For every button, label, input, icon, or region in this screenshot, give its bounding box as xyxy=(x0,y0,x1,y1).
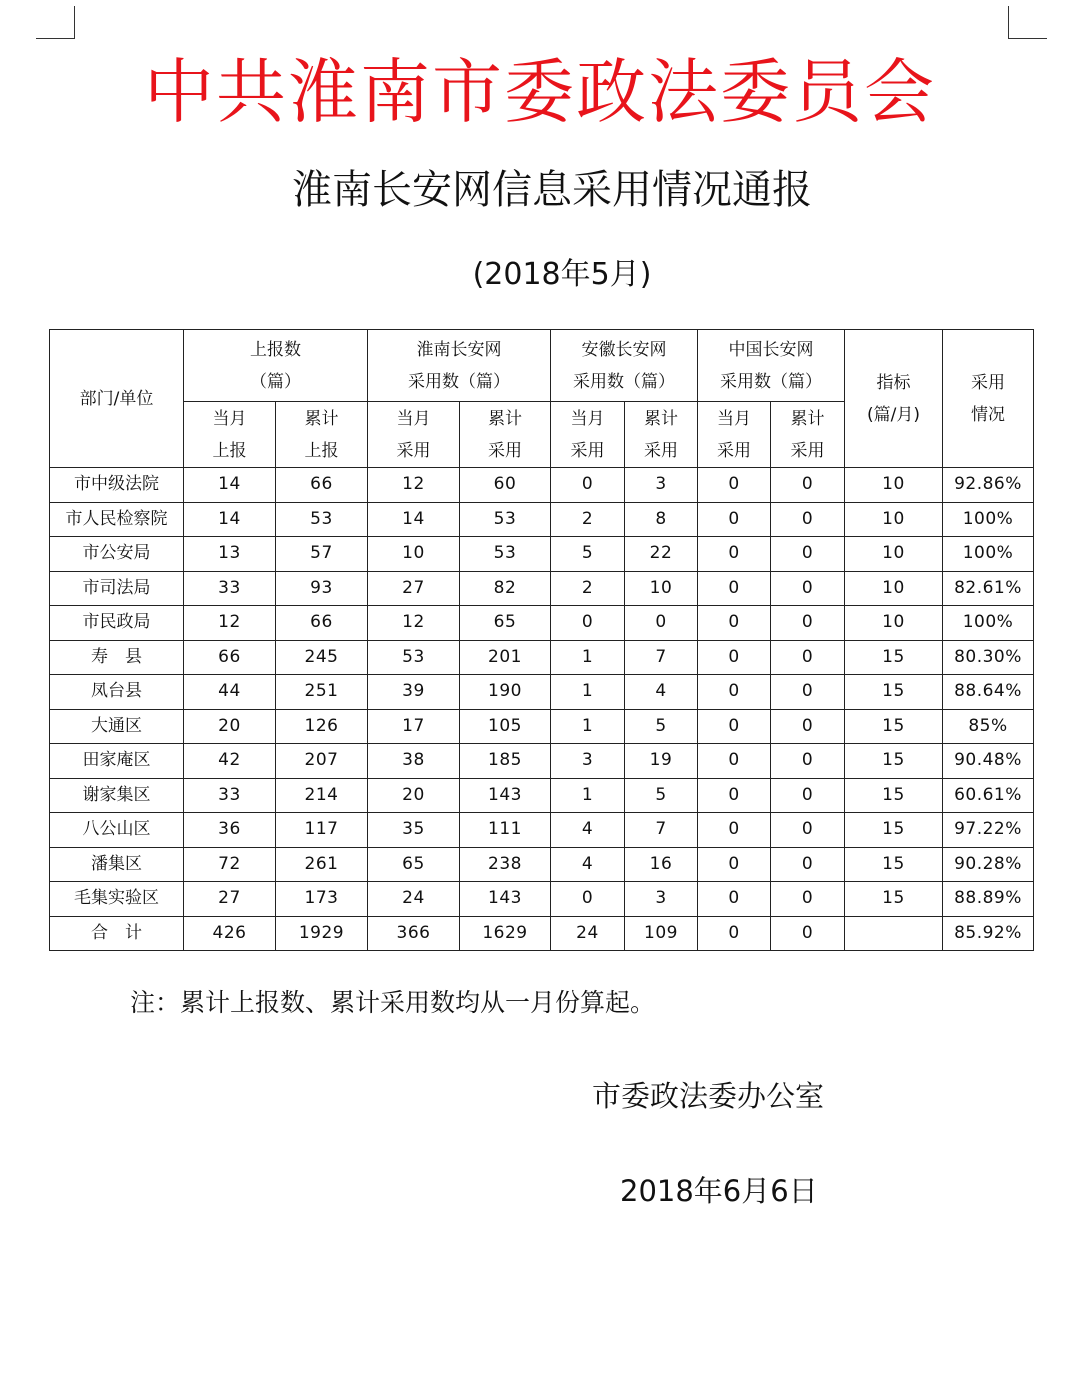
value-cell: 57 xyxy=(276,537,368,572)
value-cell: 42 xyxy=(184,744,276,779)
header-target-label: 指标 xyxy=(876,372,911,393)
header-group-unit: （篇） xyxy=(250,371,301,392)
value-cell: 4 xyxy=(625,675,698,710)
value-cell: 173 xyxy=(276,882,368,917)
rate-cell: 100% xyxy=(943,537,1034,572)
value-cell: 0 xyxy=(771,847,845,882)
value-cell: 0 xyxy=(698,744,771,779)
value-cell: 109 xyxy=(625,916,698,951)
rate-cell: 85% xyxy=(943,709,1034,744)
value-cell: 72 xyxy=(184,847,276,882)
header-group-label: 中国长安网 xyxy=(728,339,814,360)
value-cell: 20 xyxy=(184,709,276,744)
value-cell: 0 xyxy=(698,537,771,572)
target-cell: 15 xyxy=(845,675,943,710)
table-row xyxy=(50,882,1034,917)
header-group-unit: 采用数（篇） xyxy=(720,371,822,392)
value-cell: 366 xyxy=(368,916,460,951)
value-cell: 201 xyxy=(460,640,551,675)
value-cell: 24 xyxy=(551,916,625,951)
target-cell: 15 xyxy=(845,882,943,917)
unit-name-cell: 八公山区 xyxy=(50,813,184,848)
rate-cell: 88.64% xyxy=(943,675,1034,710)
footnote: 注：累计上报数、累计采用数均从一月份算起。 xyxy=(130,988,656,1017)
header-rate-label-2: 情况 xyxy=(971,404,1005,425)
value-cell: 4 xyxy=(551,813,625,848)
table-row xyxy=(50,813,1034,848)
value-cell: 10 xyxy=(368,537,460,572)
header-group-anhui xyxy=(551,330,698,402)
value-cell: 38 xyxy=(368,744,460,779)
value-cell: 1 xyxy=(551,778,625,813)
value-cell: 1 xyxy=(551,675,625,710)
document-title: 淮南长安网信息采用情况通报 xyxy=(292,167,812,213)
crop-mark-top-left xyxy=(36,6,75,39)
value-cell: 19 xyxy=(625,744,698,779)
rate-cell: 92.86% xyxy=(943,468,1034,503)
crop-mark-top-right xyxy=(1008,6,1047,39)
value-cell: 66 xyxy=(184,640,276,675)
value-cell: 14 xyxy=(368,502,460,537)
value-cell: 0 xyxy=(771,537,845,572)
header-sub-anhui-total: 累计 采用 xyxy=(625,402,698,468)
value-cell: 214 xyxy=(276,778,368,813)
unit-name-cell: 谢家集区 xyxy=(50,778,184,813)
header-group-china xyxy=(698,330,845,402)
document-period: (2018年5月) xyxy=(472,257,652,292)
table-row xyxy=(50,744,1034,779)
header-target-unit: (篇/月) xyxy=(867,404,920,425)
value-cell: 0 xyxy=(551,606,625,641)
value-cell: 10 xyxy=(625,571,698,606)
adoption-report-table xyxy=(49,329,1034,951)
value-cell: 27 xyxy=(184,882,276,917)
value-cell: 1 xyxy=(551,709,625,744)
table-row xyxy=(50,468,1034,503)
value-cell: 0 xyxy=(771,709,845,744)
header-sub-anhui-month: 当月 采用 xyxy=(551,402,625,468)
target-cell: 15 xyxy=(845,847,943,882)
header-sub-china-month: 当月 采用 xyxy=(698,402,771,468)
header-group-unit: 采用数（篇） xyxy=(573,371,675,392)
table-row xyxy=(50,675,1034,710)
target-cell: 10 xyxy=(845,606,943,641)
value-cell: 0 xyxy=(551,882,625,917)
rate-cell: 90.48% xyxy=(943,744,1034,779)
value-cell: 0 xyxy=(551,468,625,503)
value-cell: 0 xyxy=(771,882,845,917)
value-cell: 0 xyxy=(771,744,845,779)
value-cell: 53 xyxy=(460,537,551,572)
table-row xyxy=(50,778,1034,813)
value-cell: 238 xyxy=(460,847,551,882)
target-cell: 15 xyxy=(845,640,943,675)
org-letterhead-title: 中共淮南市委政法委员会 xyxy=(144,51,936,133)
value-cell: 66 xyxy=(276,606,368,641)
value-cell: 0 xyxy=(698,468,771,503)
value-cell: 1629 xyxy=(460,916,551,951)
value-cell: 66 xyxy=(276,468,368,503)
value-cell: 0 xyxy=(698,640,771,675)
rate-cell: 82.61% xyxy=(943,571,1034,606)
value-cell: 65 xyxy=(460,606,551,641)
value-cell: 12 xyxy=(368,606,460,641)
target-cell: 10 xyxy=(845,571,943,606)
value-cell: 0 xyxy=(698,778,771,813)
value-cell: 65 xyxy=(368,847,460,882)
value-cell: 0 xyxy=(698,813,771,848)
value-cell: 5 xyxy=(625,778,698,813)
value-cell: 126 xyxy=(276,709,368,744)
header-sub-reported-total: 累计 上报 xyxy=(276,402,368,468)
value-cell: 4 xyxy=(551,847,625,882)
value-cell: 17 xyxy=(368,709,460,744)
value-cell: 0 xyxy=(698,571,771,606)
value-cell: 0 xyxy=(771,675,845,710)
unit-name-cell: 毛集实验区 xyxy=(50,882,184,917)
value-cell: 1 xyxy=(551,640,625,675)
value-cell: 0 xyxy=(698,847,771,882)
target-cell: 10 xyxy=(845,468,943,503)
value-cell: 0 xyxy=(698,916,771,951)
value-cell: 143 xyxy=(460,882,551,917)
value-cell: 60 xyxy=(460,468,551,503)
value-cell: 0 xyxy=(698,882,771,917)
rate-cell: 100% xyxy=(943,502,1034,537)
value-cell: 261 xyxy=(276,847,368,882)
value-cell: 33 xyxy=(184,778,276,813)
value-cell: 8 xyxy=(625,502,698,537)
value-cell: 245 xyxy=(276,640,368,675)
unit-name-cell: 市公安局 xyxy=(50,537,184,572)
value-cell: 36 xyxy=(184,813,276,848)
header-sub-china-total: 累计 采用 xyxy=(771,402,845,468)
value-cell: 117 xyxy=(276,813,368,848)
value-cell: 3 xyxy=(625,468,698,503)
table-row xyxy=(50,571,1034,606)
value-cell: 35 xyxy=(368,813,460,848)
unit-name-cell: 凤台县 xyxy=(50,675,184,710)
unit-name-cell: 寿 县 xyxy=(50,640,184,675)
value-cell: 1929 xyxy=(276,916,368,951)
value-cell: 93 xyxy=(276,571,368,606)
value-cell: 185 xyxy=(460,744,551,779)
value-cell: 251 xyxy=(276,675,368,710)
value-cell: 44 xyxy=(184,675,276,710)
target-cell: 15 xyxy=(845,778,943,813)
unit-name-cell: 市民政局 xyxy=(50,606,184,641)
value-cell: 0 xyxy=(625,606,698,641)
value-cell: 33 xyxy=(184,571,276,606)
value-cell: 22 xyxy=(625,537,698,572)
table-row xyxy=(50,606,1034,641)
unit-name-cell: 市司法局 xyxy=(50,571,184,606)
unit-name-cell: 合 计 xyxy=(50,916,184,951)
header-rate xyxy=(943,330,1034,468)
target-cell: 10 xyxy=(845,537,943,572)
rate-cell: 100% xyxy=(943,606,1034,641)
header-sub-reported-month: 当月 上报 xyxy=(184,402,276,468)
rate-cell: 88.89% xyxy=(943,882,1034,917)
header-group-unit: 采用数（篇） xyxy=(408,371,510,392)
value-cell: 24 xyxy=(368,882,460,917)
value-cell: 7 xyxy=(625,640,698,675)
value-cell: 0 xyxy=(698,675,771,710)
rate-cell: 60.61% xyxy=(943,778,1034,813)
header-group-reported xyxy=(184,330,368,402)
value-cell: 53 xyxy=(276,502,368,537)
table-row xyxy=(50,502,1034,537)
unit-name-cell: 大通区 xyxy=(50,709,184,744)
header-target xyxy=(845,330,943,468)
value-cell: 14 xyxy=(184,468,276,503)
value-cell: 0 xyxy=(771,468,845,503)
value-cell: 12 xyxy=(368,468,460,503)
header-rate-label-1: 采用 xyxy=(971,372,1005,393)
header-group-huainan xyxy=(368,330,551,402)
value-cell: 82 xyxy=(460,571,551,606)
value-cell: 5 xyxy=(551,537,625,572)
value-cell: 12 xyxy=(184,606,276,641)
value-cell: 0 xyxy=(771,916,845,951)
table-row xyxy=(50,537,1034,572)
table-row xyxy=(50,640,1034,675)
target-cell xyxy=(845,916,943,951)
table-row xyxy=(50,916,1034,951)
table-header-row-groups xyxy=(50,330,1034,402)
value-cell: 0 xyxy=(771,606,845,641)
target-cell: 15 xyxy=(845,813,943,848)
header-sub-huainan-month: 当月 采用 xyxy=(368,402,460,468)
header-unit: 部门/单位 xyxy=(50,330,184,468)
unit-name-cell: 市人民检察院 xyxy=(50,502,184,537)
value-cell: 2 xyxy=(551,502,625,537)
value-cell: 0 xyxy=(698,709,771,744)
value-cell: 14 xyxy=(184,502,276,537)
rate-cell: 80.30% xyxy=(943,640,1034,675)
value-cell: 426 xyxy=(184,916,276,951)
value-cell: 39 xyxy=(368,675,460,710)
table-row xyxy=(50,847,1034,882)
value-cell: 190 xyxy=(460,675,551,710)
value-cell: 7 xyxy=(625,813,698,848)
value-cell: 53 xyxy=(368,640,460,675)
value-cell: 20 xyxy=(368,778,460,813)
value-cell: 0 xyxy=(698,502,771,537)
header-group-label: 安徽长安网 xyxy=(581,339,667,360)
header-group-label: 上报数 xyxy=(250,339,301,360)
value-cell: 207 xyxy=(276,744,368,779)
value-cell: 0 xyxy=(771,571,845,606)
value-cell: 16 xyxy=(625,847,698,882)
target-cell: 15 xyxy=(845,744,943,779)
value-cell: 2 xyxy=(551,571,625,606)
table-row xyxy=(50,709,1034,744)
value-cell: 143 xyxy=(460,778,551,813)
header-sub-huainan-total: 累计 采用 xyxy=(460,402,551,468)
table-body xyxy=(50,468,1034,951)
value-cell: 5 xyxy=(625,709,698,744)
unit-name-cell: 田家庵区 xyxy=(50,744,184,779)
value-cell: 3 xyxy=(625,882,698,917)
rate-cell: 90.28% xyxy=(943,847,1034,882)
value-cell: 0 xyxy=(771,813,845,848)
target-cell: 15 xyxy=(845,709,943,744)
unit-name-cell: 潘集区 xyxy=(50,847,184,882)
issue-date: 2018年6月6日 xyxy=(620,1174,818,1208)
rate-cell: 85.92% xyxy=(943,916,1034,951)
value-cell: 53 xyxy=(460,502,551,537)
issuing-office: 市委政法委办公室 xyxy=(592,1079,825,1113)
value-cell: 105 xyxy=(460,709,551,744)
value-cell: 111 xyxy=(460,813,551,848)
value-cell: 3 xyxy=(551,744,625,779)
rate-cell: 97.22% xyxy=(943,813,1034,848)
target-cell: 10 xyxy=(845,502,943,537)
value-cell: 0 xyxy=(771,640,845,675)
value-cell: 0 xyxy=(771,502,845,537)
value-cell: 27 xyxy=(368,571,460,606)
value-cell: 0 xyxy=(771,778,845,813)
value-cell: 13 xyxy=(184,537,276,572)
value-cell: 0 xyxy=(698,606,771,641)
unit-name-cell: 市中级法院 xyxy=(50,468,184,503)
header-group-label: 淮南长安网 xyxy=(416,339,502,360)
